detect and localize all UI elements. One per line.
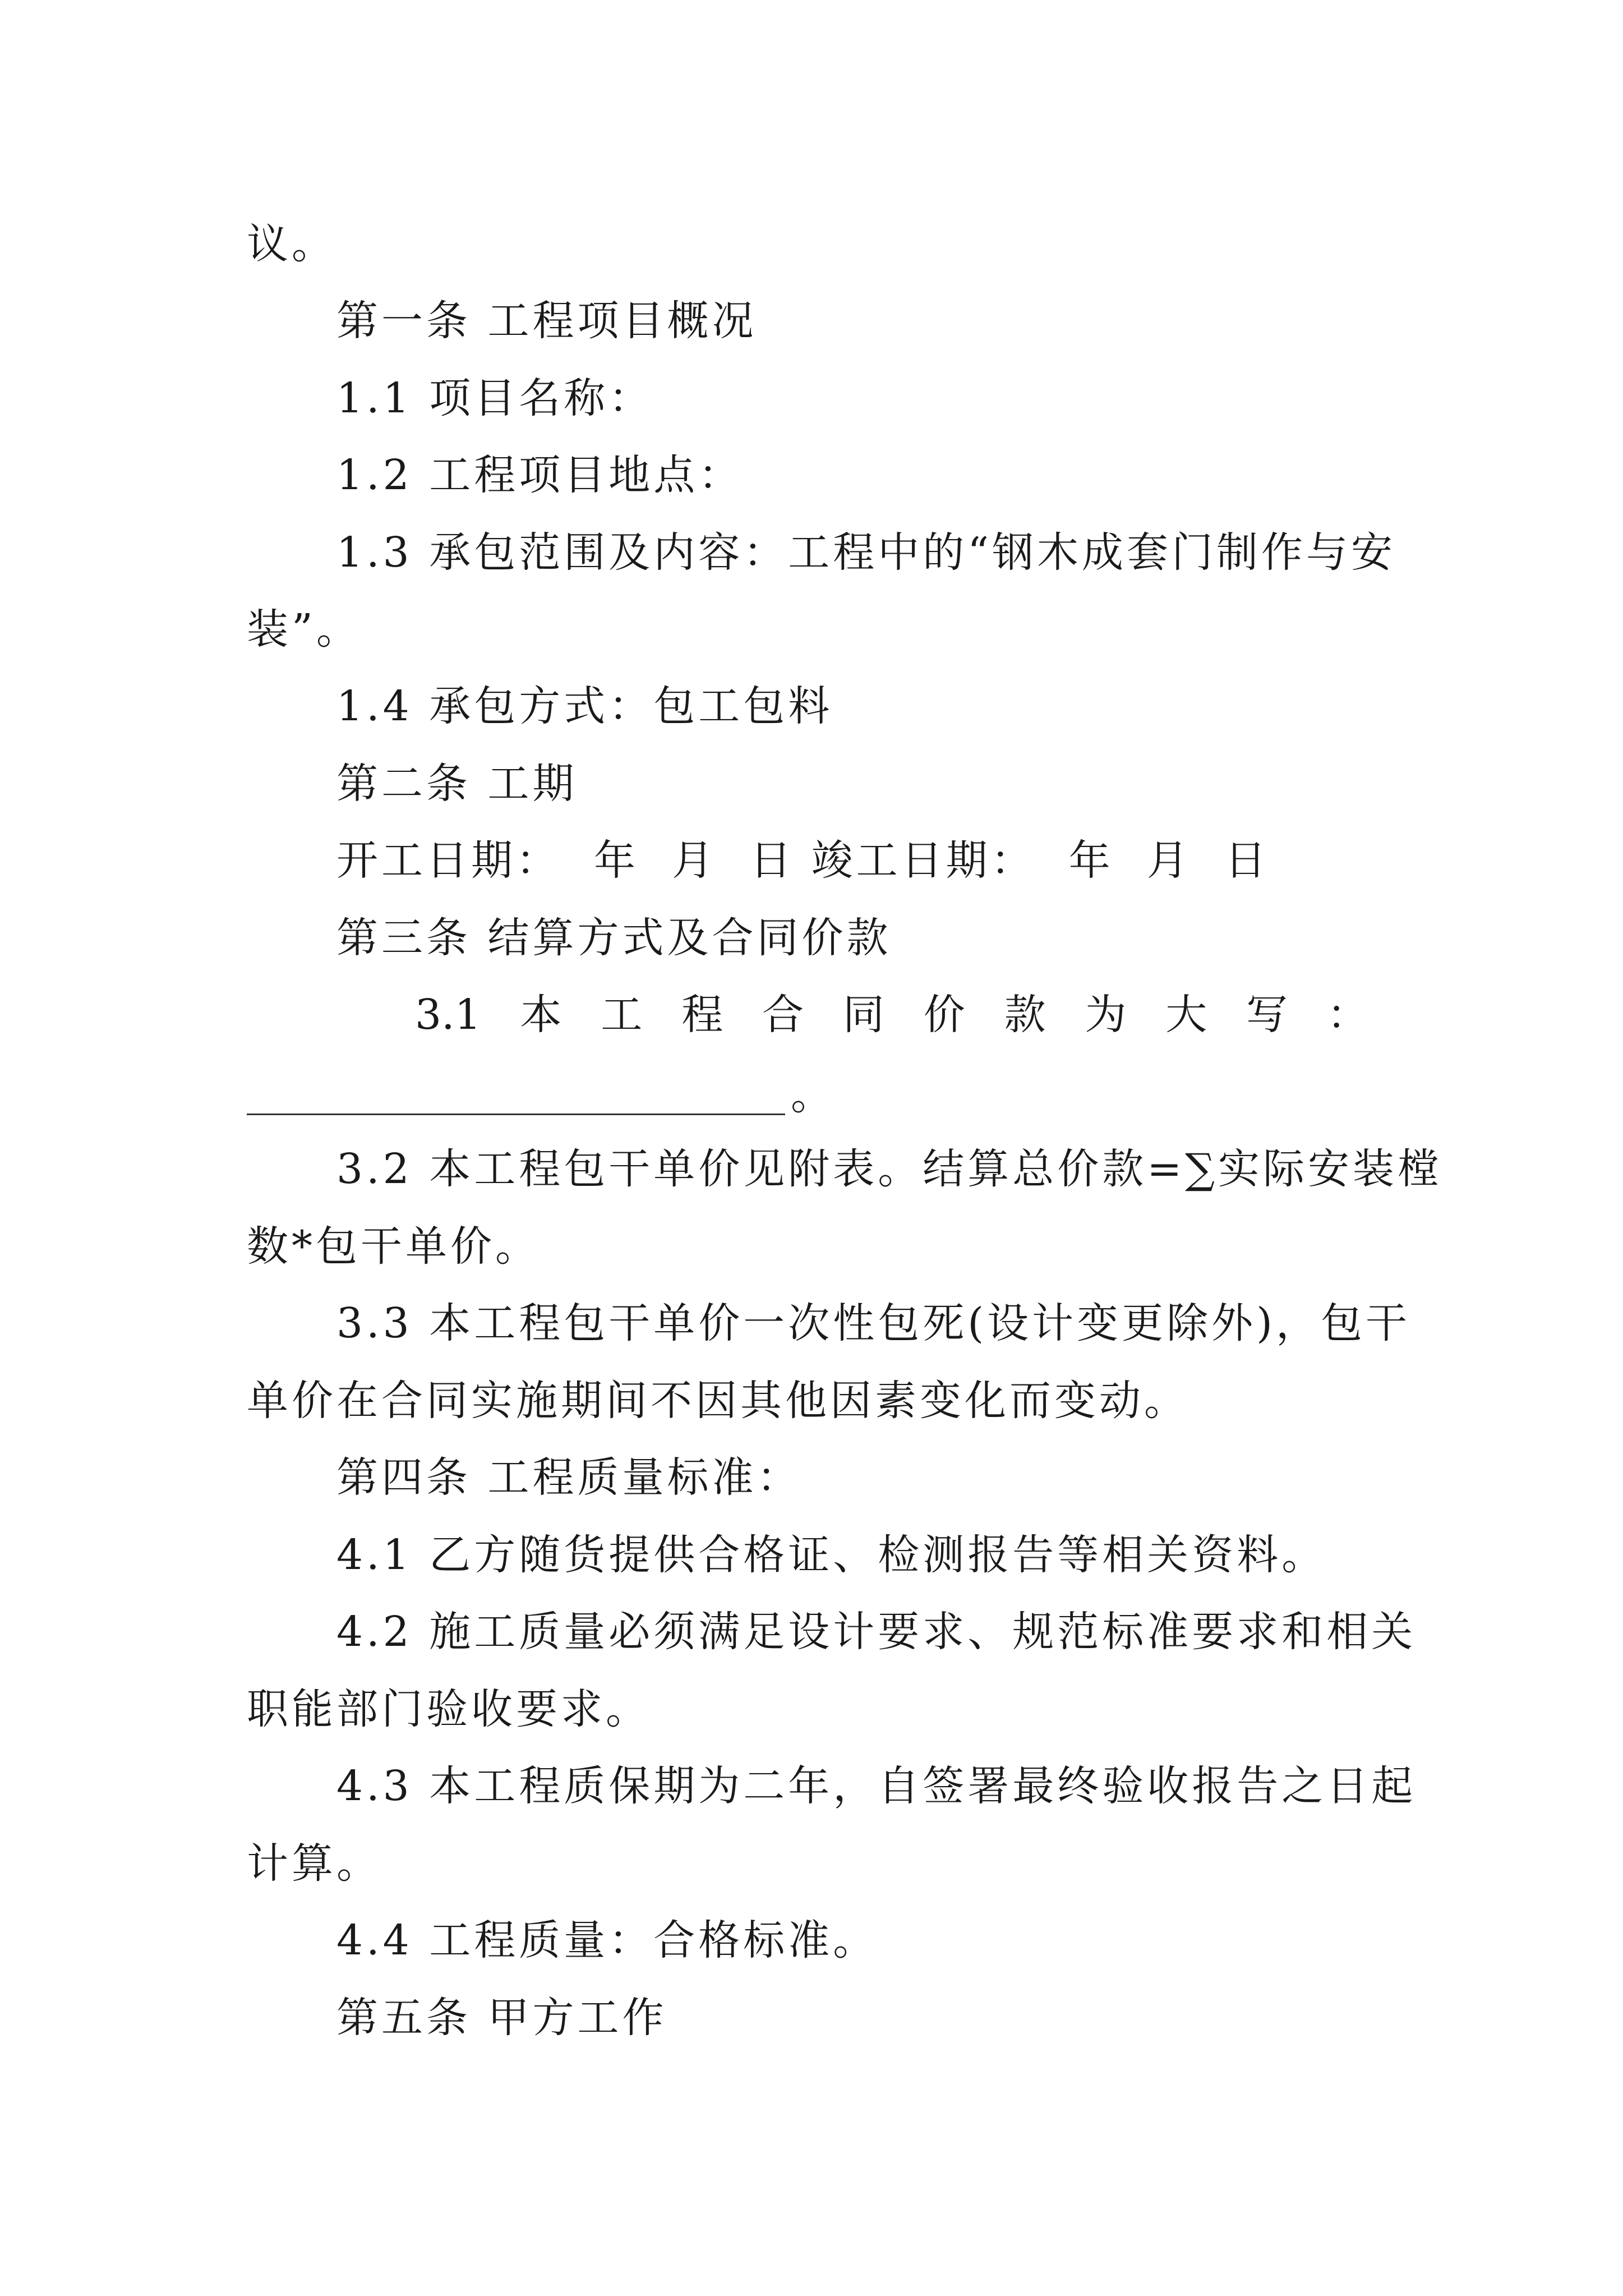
clause-3-1-part: 合 bbox=[762, 991, 804, 1039]
clause-3-1-part: 价 bbox=[923, 991, 965, 1039]
text-line: 装”。 bbox=[247, 605, 361, 654]
blank-terminator: 。 bbox=[791, 1071, 832, 1119]
clause-3-1-part: 同 bbox=[842, 991, 884, 1039]
text-line: 3.3 本工程包干单价一次性包死(设计变更除外)，包干 bbox=[336, 1299, 1410, 1347]
text-line: 计算。 bbox=[247, 1839, 381, 1888]
clause-3-1-part: 3.1 bbox=[415, 991, 481, 1039]
clause-3-1 bbox=[415, 991, 1368, 1039]
article-heading: 第一条 工程项目概况 bbox=[336, 297, 757, 345]
clause-3-1-part: 程 bbox=[681, 991, 723, 1039]
clause-3-1-part: 本 bbox=[520, 991, 562, 1039]
text-line: 1.1 项目名称： bbox=[336, 374, 654, 422]
text-line: 4.2 施工质量必须满足设计要求、规范标准要求和相关 bbox=[336, 1608, 1417, 1656]
text-line: 开工日期： 年 月 日 竣工日期： 年 月 日 bbox=[336, 836, 1270, 885]
clause-3-1-part: 款 bbox=[1004, 991, 1046, 1039]
article-heading: 第三条 结算方式及合同价款 bbox=[336, 914, 892, 962]
clause-3-1-part: 大 bbox=[1165, 991, 1207, 1039]
clause-3-1-part: 工 bbox=[601, 991, 643, 1039]
text-line: 数*包干单价。 bbox=[247, 1222, 540, 1271]
article-heading: 第五条 甲方工作 bbox=[336, 1994, 667, 2042]
text-line: 1.4 承包方式：包工包料 bbox=[336, 682, 833, 730]
article-heading: 第四条 工程质量标准： bbox=[336, 1453, 802, 1502]
text-line: 1.2 工程项目地点： bbox=[336, 451, 744, 499]
text-line: 3.2 本工程包干单价见附表。结算总价款=∑实际安装樘 bbox=[336, 1145, 1443, 1193]
text-line: 4.3 本工程质保期为二年，自签署最终验收报告之日起 bbox=[336, 1762, 1417, 1810]
text-line: 4.4 工程质量：合格标准。 bbox=[336, 1916, 878, 1964]
clause-3-1-part: 为 bbox=[1085, 991, 1127, 1039]
clause-3-1-part: ： bbox=[1326, 991, 1368, 1039]
text-line: 1.3 承包范围及内容：工程中的“钢木成套门制作与安 bbox=[336, 528, 1396, 577]
text-line: 单价在合同实施期间不因其他因素变化而变动。 bbox=[247, 1377, 1189, 1425]
fill-in-blank bbox=[247, 1114, 785, 1115]
clause-3-1-part: 写 bbox=[1246, 991, 1288, 1039]
text-line: 议。 bbox=[247, 220, 336, 268]
text-line: 4.1 乙方随货提供合格证、检测报告等相关资料。 bbox=[336, 1531, 1327, 1579]
article-heading: 第二条 工期 bbox=[336, 760, 578, 808]
text-line: 职能部门验收要求。 bbox=[247, 1685, 651, 1733]
